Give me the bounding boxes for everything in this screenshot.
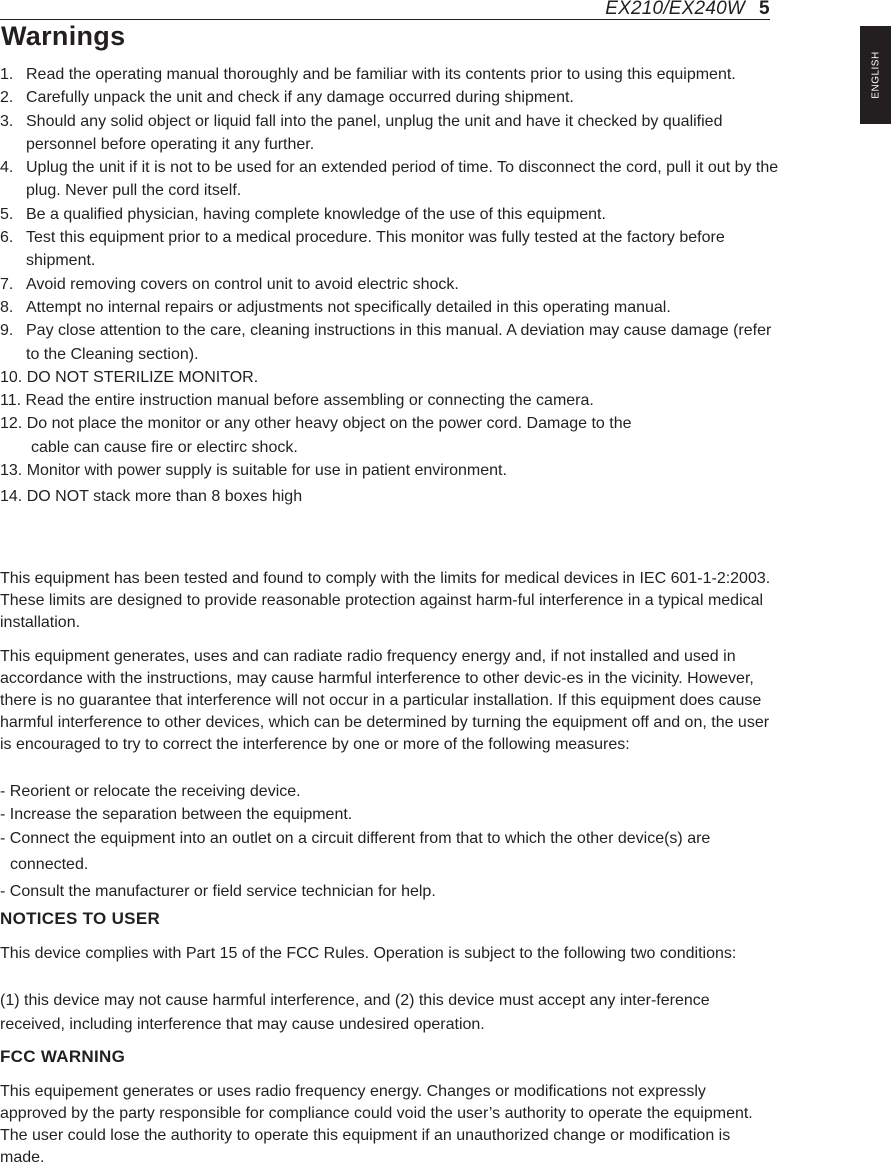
warning-text: DO NOT stack more than 8 boxes high [26,488,303,506]
warning-text: Should any solid object or liquid fall into the panel, unplug the unit and have it checked by qualified personnel before operating it any further. [26,112,723,153]
warning-item [0,366,780,389]
warning-number: 7. [0,275,14,293]
warning-text: Pay close attention to the care, cleaning instructions in this manual. A deviation may cause damage (refer to the Cleaning section). [26,322,772,363]
language-tab-label: ENGLISH [870,51,881,99]
warning-number: 8. [0,298,14,316]
notices-heading: NOTICES TO USER [0,909,161,928]
measure-item: - Increase the separation between the equipment. [0,806,353,823]
warning-number: 5. [0,205,14,223]
warning-number: 12. [0,415,23,433]
warning-number: 6. [0,229,14,247]
warning-item [0,319,780,366]
warning-number: 3. [0,112,14,130]
compliance-paragraph: This equipment generates, uses and can radiate radio frequency energy and, if not installed and used in accordance with the instructions, may cause harmful interference to other devic-es in the vicinity. However, there is no guarantee that interference will not occur in a particular installation. If this equipment does cause harmful interference to other devices, which can be determined by turning the equipment off and on, the user is encouraged to try to correct the interference by one or more of the following measures: [0,648,770,753]
warning-item [0,156,780,203]
warning-item [0,485,780,508]
warning-text: Uplug the unit if it is not to be used for an extended period of time. To disconnect the cord, pull it out by the plug. Never pull the cord itself. [26,159,779,200]
warning-text: Carefully unpack the unit and check if any damage occurred during shipment. [26,89,574,107]
warning-number: 9. [0,322,14,340]
measures-list [0,780,775,903]
warning-item [0,459,780,482]
measure-item: - Consult the manufacturer or field service technician for help. [0,883,436,900]
warning-item [0,86,780,109]
language-tab [860,26,891,124]
warning-item [0,226,780,273]
warning-text: Read the entire instruction manual before assembling or connecting the camera. [25,392,594,410]
warning-text: Attempt no internal repairs or adjustments not specifically detailed in this operating manual. [26,298,671,316]
fcc-warning-heading: FCC WARNING [0,1047,126,1066]
compliance-paragraph: This equipment has been tested and found to comply with the limits for medical devices in IEC 601-1-2:2003. These limits are designed to provide reasonable protection against harm-ful interference in a typical medical installation. [0,570,771,631]
warning-item [0,389,780,412]
warning-text: Avoid removing covers on control unit to avoid electric shock. [26,275,459,293]
warning-number: 14. [0,488,23,506]
warning-text-continued: cable can cause fire or electirc shock. [31,438,298,456]
warning-number: 4. [0,159,14,177]
warning-text: Test this equipment prior to a medical procedure. This monitor was fully tested at the factory before shipment. [26,229,725,270]
warnings-list [0,63,780,509]
measure-item: - Reorient or relocate the receiving device. [0,783,301,800]
warning-item [0,203,780,226]
warning-item [0,273,780,296]
warning-text: Monitor with power supply is suitable for use in patient environment. [26,462,507,480]
warning-number: 1. [0,66,14,83]
warning-item [0,63,780,86]
header-rule [0,19,770,20]
fcc-warning-paragraph: This equipement generates or uses radio frequency energy. Changes or modifications not expressly approved by the party responsible for compliance could void the user’s authority to operate the equipment. The user could lose the authority to operate this equipment if an unauthorized change or modification is made. [0,1083,753,1166]
measure-item: - Connect the equipment into an outlet on a circuit different from that to which the other device(s) are connected. [0,830,711,873]
warning-number: 13. [0,462,23,480]
notices-paragraph: (1) this device may not cause harmful interference, and (2) this device must accept any inter-ference received, including interference that may cause undesired operation. [0,992,710,1033]
warning-item [0,296,780,319]
warning-number: 10. [0,368,23,386]
warning-text: Be a qualified physician, having complete knowledge of the use of this equipment. [26,205,606,223]
warning-number: 11. [0,392,22,410]
warning-text: Read the operating manual thoroughly and be familiar with its contents prior to using this equipment. [26,66,736,83]
page-title: Warnings [1,21,126,51]
page-number: 5 [759,0,770,19]
model-name: EX210/EX240W [605,0,745,19]
warning-item [0,412,780,459]
notices-paragraph: This device complies with Part 15 of the FCC Rules. Operation is subject to the following two conditions: [0,945,737,962]
warning-number: 2. [0,89,14,107]
warning-text: Do not place the monitor or any other heavy object on the power cord. Damage to the [26,415,632,433]
warning-item [0,110,780,157]
warning-text: DO NOT STERILIZE MONITOR. [26,368,259,386]
